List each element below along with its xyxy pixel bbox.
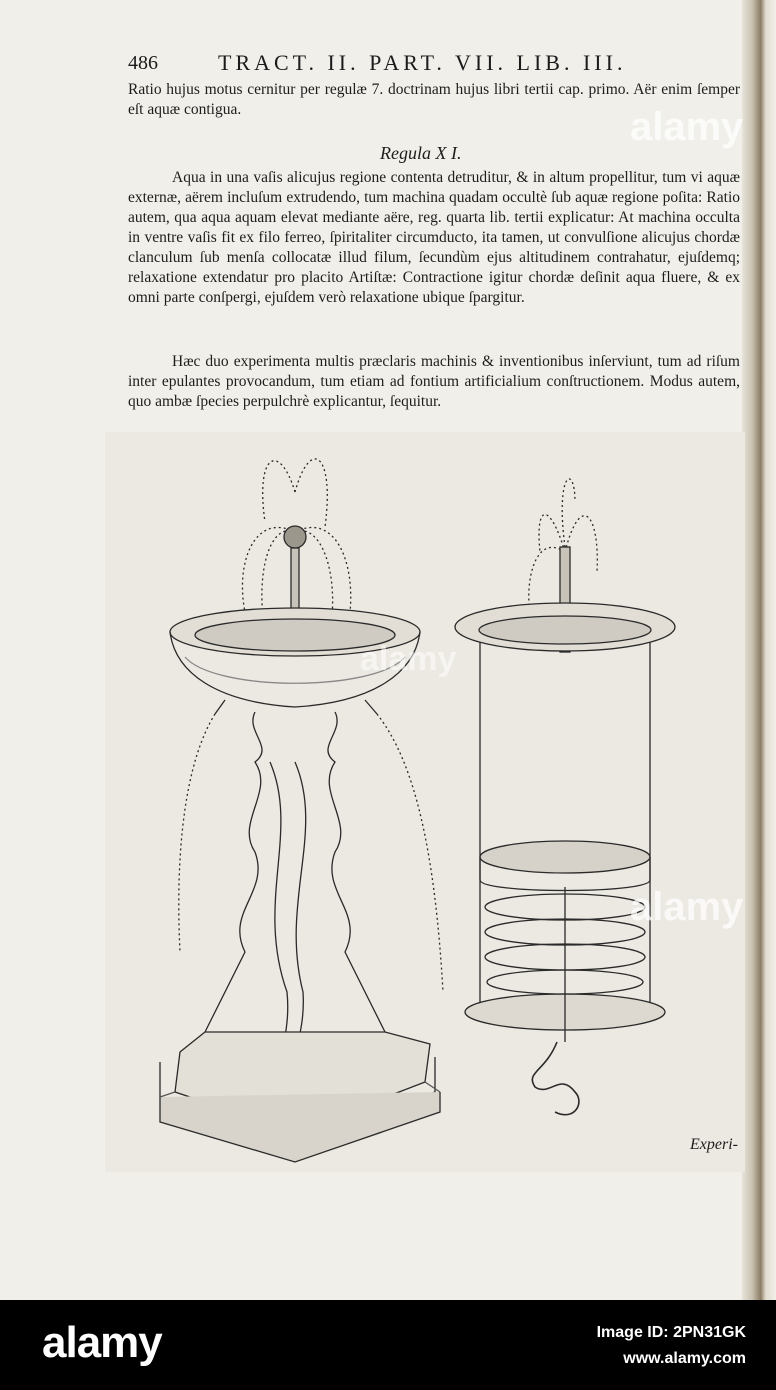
fountain-engraving xyxy=(105,432,745,1172)
paragraph-intro: Ratio hujus motus cernitur per regulæ 7. doctrinam hujus libri tertii cap. primo. Aër enim ſemper eſt aquæ contigua. xyxy=(128,81,740,118)
watermark-brand: alamy xyxy=(630,105,744,149)
site-url: www.alamy.com xyxy=(623,1350,746,1367)
page-gutter xyxy=(742,0,776,1300)
paragraph-experiments: Hæc duo experimenta multis præclaris machinis & inventionibus inſerviunt, tum ad riſum inter epulantes provocandum, tum etiam ad fontium artificialium conſtructionem. Modus autem, quo ambæ ſpecies perpulchrè explicantur, ſequitur. xyxy=(128,353,740,410)
stock-photo-footer xyxy=(0,1300,776,1390)
running-title: TRACT. II. PART. VII. LIB. III. xyxy=(218,50,627,75)
rule-heading: Regula X I. xyxy=(380,143,462,163)
watermark-brand: alamy xyxy=(360,640,457,678)
catchword: Experi- xyxy=(690,1136,738,1153)
paragraph-rule: Aqua in una vaſis alicujus regione contenta detruditur, & in altum propellitur, tum vi aquæ externæ, aërem incluſum extrudendo, tum machina quadam occultè ſub aquæ regione poſita: Ratio autem, qua aqua aquam elevat mediante aëre, reg. quarta lib. tertii explicatur: At machina occulta in ventre vaſis fit ex filo ferreo, ſpiritaliter circumducto, ita tamen, ut convulſione alicujus chordæ clanculum ſub menſa collocatæ illud filum, ſecundùm ejus altitudinem contrahatur, ejuſdemq; relaxatione extendatur pro placito Artiſtæ: Contractione igitur chordæ deſinit aqua fluere, & ex omni parte conſpergi, ejuſdem verò relaxatione ubique ſpargitur. xyxy=(128,169,740,306)
page-number: 486 xyxy=(128,52,158,74)
watermark-brand: alamy xyxy=(630,885,744,929)
brand-logo: alamy xyxy=(42,1318,162,1367)
image-id: Image ID: 2PN31GK xyxy=(596,1324,746,1341)
